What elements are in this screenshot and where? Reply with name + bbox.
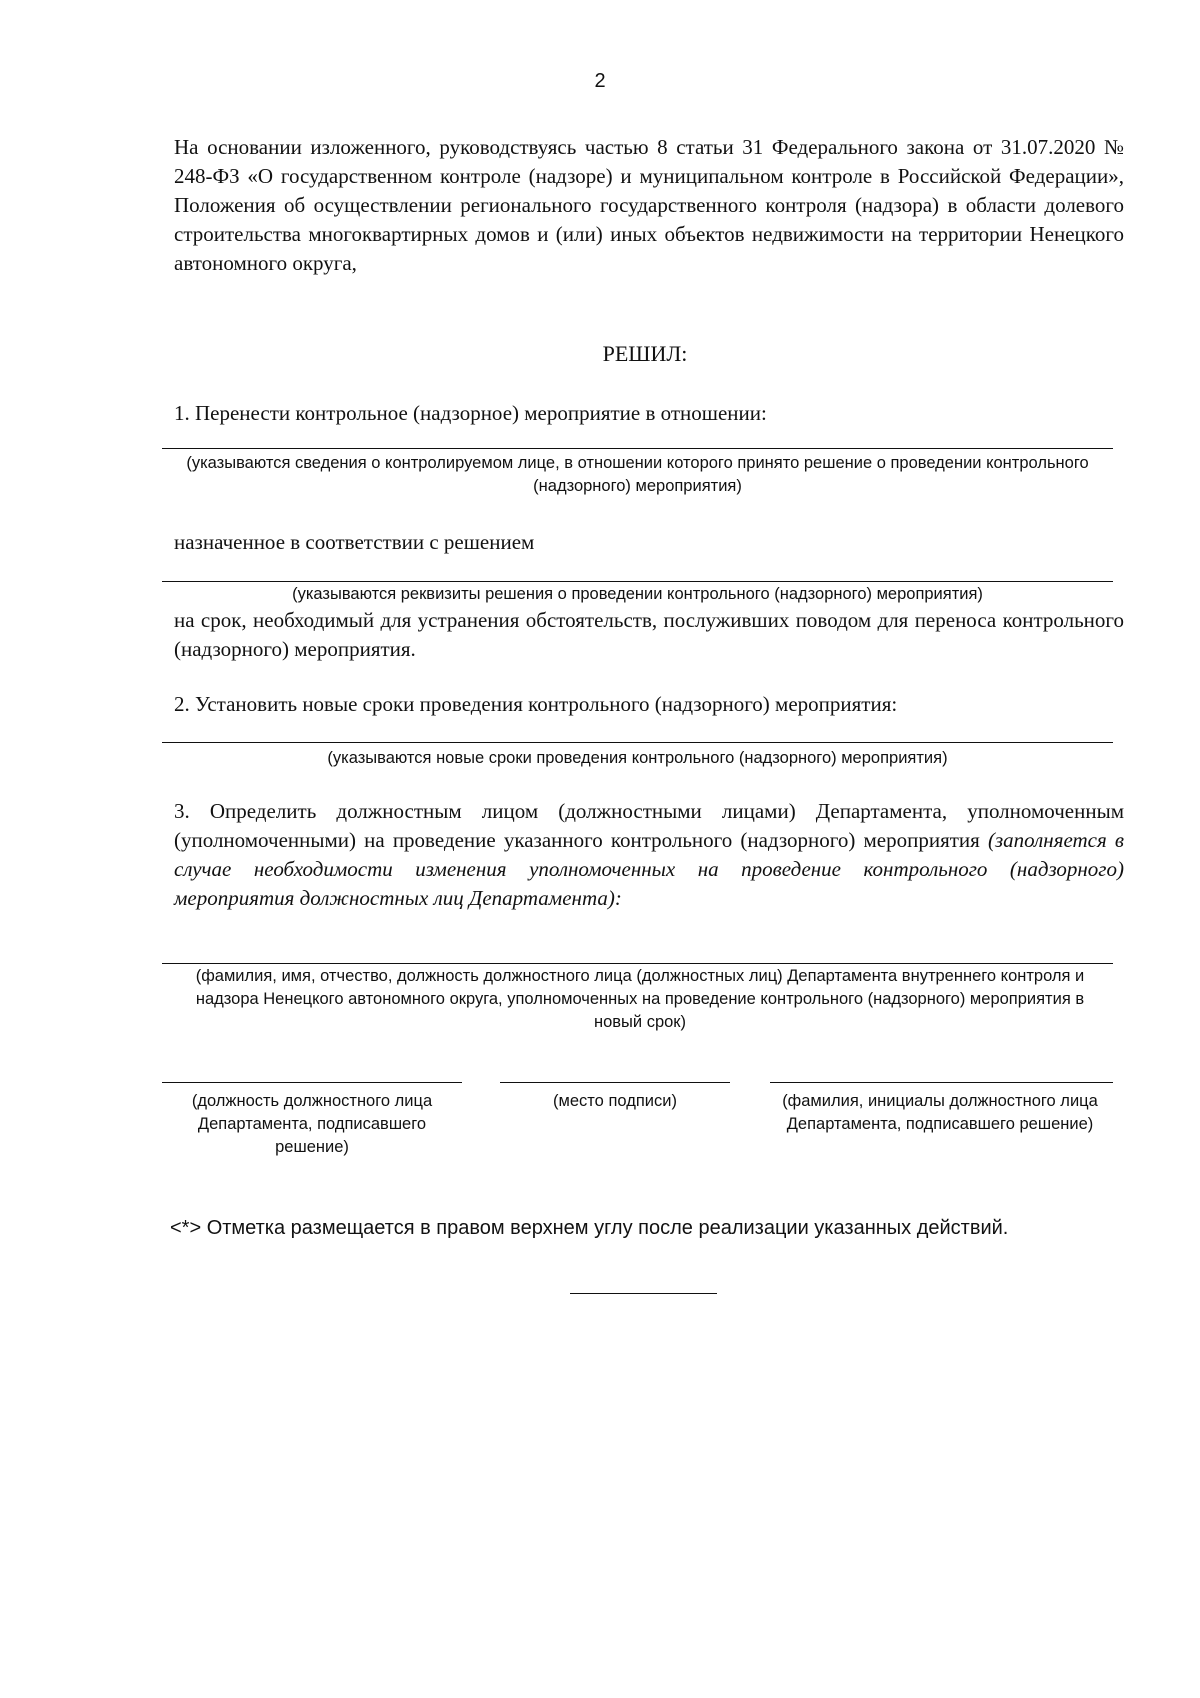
signature-place-line[interactable]: [500, 1082, 730, 1083]
signature-name-line[interactable]: [770, 1082, 1113, 1083]
end-line: [570, 1293, 717, 1294]
item3-italic-note: (заполняется в случае необходимости изменения уполномоченных на проведение контрольного (надзорного) мероприятия должностных лиц Департамента):: [174, 828, 1125, 910]
item1-appointed-text: назначенное в соответствии с решением: [174, 530, 535, 554]
signature-position-label: (должность должностного лица Департамента, подписавшего решение): [191, 1092, 433, 1156]
item3-note: (фамилия, имя, отчество, должность должностного лица (должностных лиц) Департамента внутреннего контроля и надзора Ненецкого автономного округа, уполномоченных на проведение контрольного (надзорного) мероприятия в новый срок): [195, 967, 1085, 1031]
item2-note: (указываются новые сроки проведения контрольного (надзорного) мероприятия): [327, 749, 948, 767]
signature-place-label: (место подписи): [553, 1092, 677, 1110]
item1-note: (указываются сведения о контролируемом лице, в отношении которого принято решение о проведении контрольного (надзорного) мероприятия): [186, 454, 1089, 495]
item3-blank-line[interactable]: [162, 963, 1113, 964]
item2-blank-line[interactable]: [162, 742, 1113, 743]
item1-text: 1. Перенести контрольное (надзорное) мероприятие в отношении:: [174, 401, 767, 425]
item3-text: 3. Определить должностным лицом (должностными лицами) Департамента, уполномоченным (уполномоченными) на проведение указанного контрольного (надзорного) мероприятия: [174, 799, 1124, 852]
intro-paragraph: На основании изложенного, руководствуясь частью 8 статьи 31 Федерального закона от 31.07.2020 № 248-ФЗ «О государственном контроле (надзоре) и муниципальном контроле в Российской Федерации», Положения об осуществлении регионального государственного контроля (надзора) в области долевого строительства многоквартирных домов и (или) иных объектов недвижимости на территории Ненецкого автономного округа,: [174, 135, 1124, 275]
signature-position-line[interactable]: [162, 1082, 462, 1083]
item2-text: 2. Установить новые сроки проведения контрольного (надзорного) мероприятия:: [174, 692, 898, 716]
item1-decision-blank-line[interactable]: [162, 581, 1113, 582]
footnote: <*> Отметка размещается в правом верхнем углу после реализации указанных действий.: [170, 1217, 1009, 1239]
item1-blank-line[interactable]: [162, 448, 1113, 449]
item3-paragraph: [174, 797, 1124, 913]
signature-name-label: (фамилия, инициалы должностного лица Департамента, подписавшего решение): [782, 1092, 1098, 1133]
item1-term-text: на срок, необходимый для устранения обстоятельств, послуживших поводом для переноса контрольного (надзорного) мероприятия.: [174, 608, 1124, 661]
page-number: 2: [594, 70, 606, 92]
item1-decision-note: (указываются реквизиты решения о проведении контрольного (надзорного) мероприятия): [292, 585, 983, 603]
decision-heading: РЕШИЛ:: [602, 341, 688, 366]
